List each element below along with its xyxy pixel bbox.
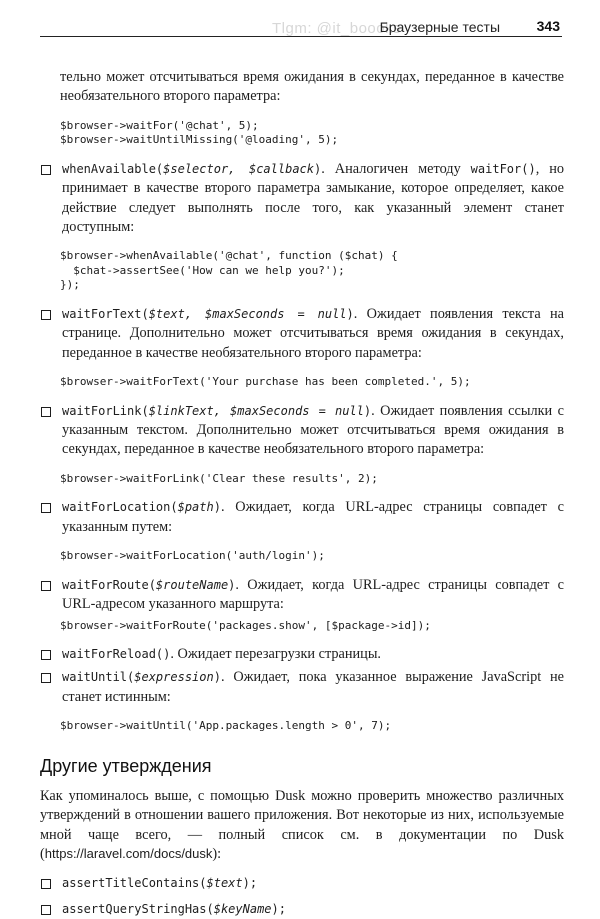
bullet-paragraph — [62, 498, 564, 537]
method-close: ) — [314, 161, 322, 176]
method-params: $path — [177, 500, 214, 515]
bullet-text: . Ожидает, когда URL-адрес страницы совпадет с указанным путем: — [62, 499, 564, 535]
checkbox-bullet-icon — [41, 407, 51, 417]
checkbox-bullet-icon — [41, 879, 51, 889]
method-params: $selector, $callback — [163, 161, 315, 176]
code-block-wait-for-location: $browser->waitForLocation('auth/login'); — [60, 549, 325, 563]
code-block-wait-for-link: $browser->waitForLink('Clear these results', 2); — [60, 471, 378, 485]
bullet-paragraph — [62, 668, 564, 707]
method-close: ); — [271, 901, 286, 916]
list-item-wait-until — [40, 668, 564, 707]
list-item-wait-for-route — [40, 576, 564, 615]
section-paragraph — [40, 787, 564, 865]
bullet-paragraph — [62, 402, 564, 460]
intro-paragraph: тельно может отсчитываться время ожидания в секундах, переданное в качестве необязательного второго параметра: — [60, 69, 564, 105]
method-name: waitForText( — [62, 306, 149, 321]
method-params: $linkText, $maxSeconds = null — [148, 403, 364, 418]
bullet-text: . Ожидает появления ссылки с указанным текстом. Дополнительно может отсчитываться время ожидания в секундах, переданное в качестве необязательного второго параметра: — [62, 402, 565, 458]
list-item-wait-for-text — [40, 305, 564, 363]
list-item-assert-title-contains — [40, 874, 564, 893]
method-close: ) — [213, 500, 221, 515]
list-item-when-available — [40, 160, 564, 238]
checkbox-bullet-icon — [41, 650, 51, 660]
code-block-intro: $browser->waitFor('@chat', 5); $browser->waitUntilMissing('@loading', 5); — [60, 118, 339, 147]
bullet-text: . Ожидает перезагрузки страницы. — [170, 646, 382, 662]
page-header — [40, 14, 562, 37]
bullet-text: . Ожидает появления текста на странице. Дополнительно может отсчитываться время ожидания в секундах, переданное в качестве необязательного второго параметра: — [62, 305, 564, 361]
checkbox-bullet-icon — [41, 165, 51, 175]
section-text-end: ): — [212, 845, 222, 862]
bullet-paragraph — [62, 874, 564, 893]
bullet-paragraph — [62, 160, 564, 238]
list-item-wait-for-reload — [40, 645, 564, 664]
watermark: Tlgm: @it_boooks — [272, 20, 402, 37]
method-params: $routeName — [155, 577, 229, 592]
method-params: $keyName — [213, 901, 272, 916]
checkbox-bullet-icon — [41, 581, 51, 591]
method-name: waitForRoute( — [62, 577, 156, 592]
method-close: ) — [346, 306, 354, 321]
checkbox-bullet-icon — [41, 310, 51, 320]
method-close: ) — [363, 403, 372, 418]
method-name: assertTitleContains( — [62, 876, 207, 891]
checkbox-bullet-icon — [41, 905, 51, 915]
bullet-text: . Ожидает, когда URL-адрес страницы совпадет с URL-адресом указанного маршрута: — [62, 576, 564, 613]
bullet-paragraph — [62, 900, 564, 919]
method-close: ) — [213, 670, 221, 685]
page-content — [40, 68, 564, 919]
list-item-assert-query-string-has — [40, 900, 564, 919]
method-name: waitForReload() — [62, 647, 171, 661]
bullet-text: . Ожидает, пока указанное выражение JavaScript не станет истинным: — [62, 669, 564, 705]
list-item-wait-for-link — [40, 402, 564, 460]
method-params: $text, $maxSeconds = null — [148, 306, 347, 321]
bullet-paragraph — [62, 645, 564, 664]
checkbox-bullet-icon — [41, 503, 51, 513]
method-name: waitUntil( — [62, 670, 135, 685]
code-block-wait-for-text: $browser->waitForText('Your purchase has been completed.', 5); — [60, 375, 471, 389]
section-text: Как упоминалось выше, с помощью Dusk можно проверить множество различных утверждений в отношении вашего приложения. Вот некоторые из них, используемые мной чаще всего, — полный список см. в документации по Dusk ( — [40, 787, 564, 862]
method-ref: waitFor() — [470, 161, 536, 176]
running-title: Браузерные тесты — [379, 19, 500, 35]
section-heading: Другие утверждения — [40, 755, 212, 776]
list-item-wait-for-location — [40, 498, 564, 537]
docs-link[interactable]: https://laravel.com/docs/dusk — [44, 845, 213, 861]
method-close: ); — [242, 876, 258, 891]
code-block-wait-for-route: $browser->waitForRoute('packages.show', [$package->id]); — [60, 618, 431, 632]
checkbox-bullet-icon — [41, 673, 51, 683]
method-name: whenAvailable( — [62, 161, 164, 176]
code-block-when-available: $browser->whenAvailable('@chat', function ($chat) { $chat->assertSee('How can we help you?'); }); — [60, 249, 398, 292]
method-name: waitForLink( — [62, 403, 149, 418]
method-name: assertQueryStringHas( — [62, 901, 214, 916]
method-close: ) — [228, 577, 236, 592]
method-name: waitForLocation( — [62, 500, 178, 515]
bullet-paragraph — [62, 576, 564, 615]
bullet-text: . Аналогичен методу — [321, 160, 471, 177]
bullet-text-2: , но принимает в качестве второго параметра замыкание, которое определяет, какое действие следует выполнять после того, как указанный элемент станет доступным: — [62, 160, 565, 236]
method-params: $text — [206, 876, 243, 891]
page-number: 343 — [536, 18, 560, 34]
bullet-paragraph — [62, 305, 564, 363]
code-block-wait-until: $browser->waitUntil('App.packages.length > 0', 7); — [60, 719, 392, 733]
method-params: $expression — [134, 670, 214, 685]
